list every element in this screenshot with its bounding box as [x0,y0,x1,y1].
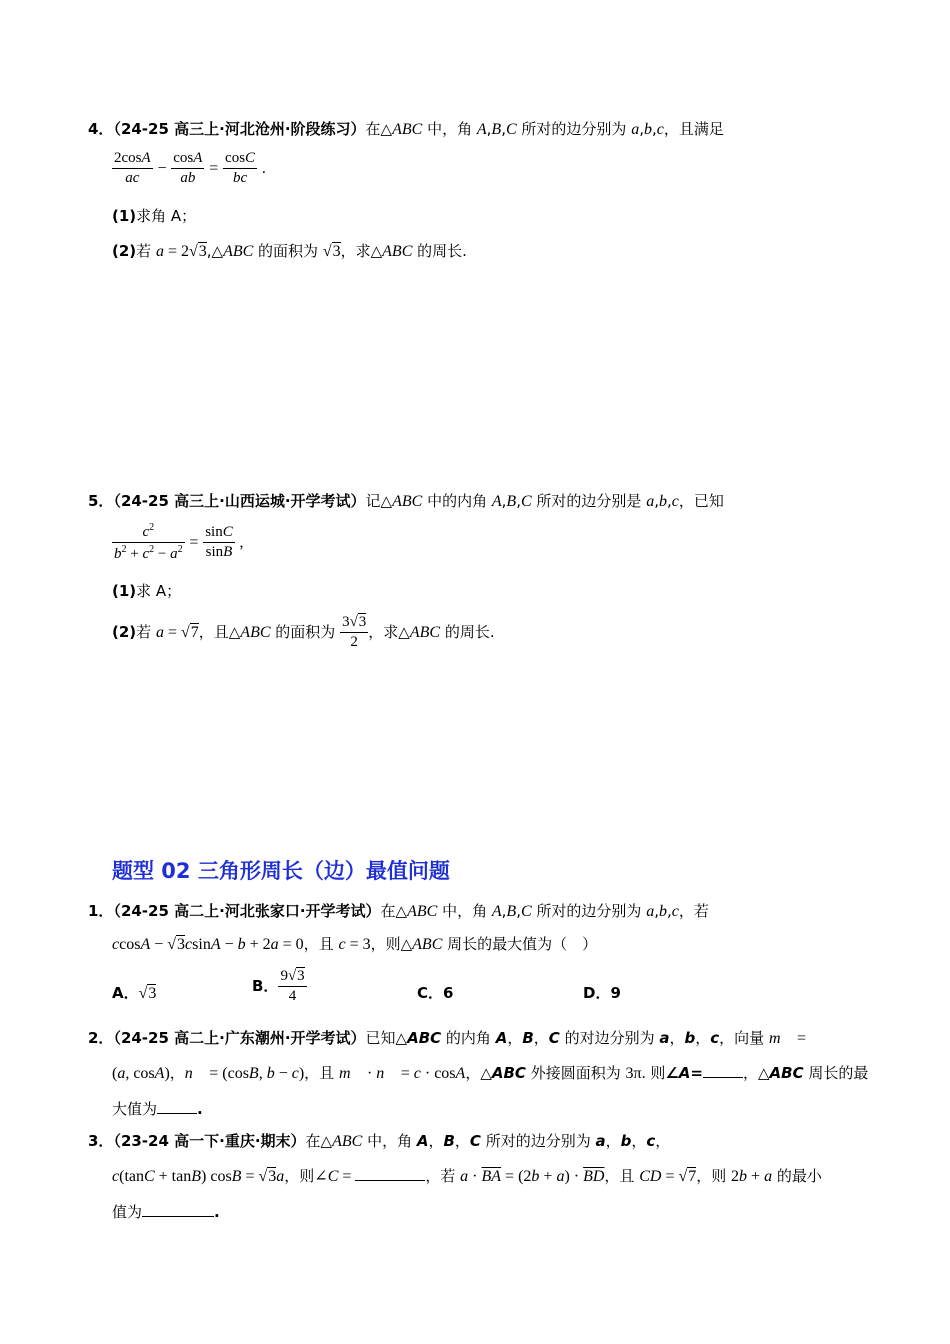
q4-line1: 4．（24-25 高三上·河北沧州·阶段练习）在△ABC 中，角 A,B,C 所对的边分别为 a,b,c，且满足 [88,120,724,138]
h3-number: 3． [88,1132,114,1150]
q5-number: 5． [88,492,114,510]
h1-option-a: A．√3 [112,984,157,1002]
h2-line1: 2．（24-25 高二上·广东潮州·开学考试）已知△ABC 的内角 A，B，C 的对边分别为 a，b，c，向量 m⃗ = [88,1029,806,1047]
section-heading: 题型 02 三角形周长（边）最值问题 [112,859,450,883]
h1-source: （24-25 高二上·河北张家口·开学考试） [113,902,381,920]
q5-part2: (2)若 a = √7，且△ABC 的面积为 $\frac{3√3}{2}$ ，求△ABC 的周长. [112,614,495,650]
h3-line2: c(tanC + tanB) cosB = √3a，则∠C = ，若 $a \cdot \overline{BA} = (2b + a) \cdot \overline{BD}$，且 CD = √7，则 2b + a 的最小 [112,1167,822,1185]
h2-source: （24-25 高二上·广东潮州·开学考试） [113,1029,366,1047]
h2-line2: (a, cosA)，n⃗ = (cosB, b − c)，且 m⃗ · n⃗ = c · cosA，△ABC 外接圆面积为 3π. 则∠A= ，△ABC 周长的最 [112,1064,869,1082]
h3-line3: 值为 . [112,1203,220,1221]
q4-part2: (2)若 a = 2√3,△ABC 的面积为 √3，求△ABC 的周长. [112,242,467,260]
q4-part1: (1)求角 A； [112,207,197,225]
q5-equation: $\frac{c^2}{b^2 + c^2 - a^2}$ = $\frac{\sin C}{\sin B}$ , [114,522,244,562]
q4-source: （24-25 高三上·河北沧州·阶段练习） [113,120,366,138]
q4-number: 4． [88,120,114,138]
h1-condition: ccosA − √3csinA − b + 2a = 0，且 c = 3，则△ABC 周长的最大值为（ ） [112,935,598,953]
q5-part1: (1)求 A； [112,582,182,600]
h1-option-b: B． $\frac{9√3}{4}$ [252,968,305,1004]
q5-line1: 5．（24-25 高三上·山西运城·开学考试）记△ABC 中的内角 A,B,C 所对的边分别是 a,b,c，已知 [88,492,724,510]
h3-source: （23-24 高一下·重庆·期末） [113,1132,306,1150]
q5-source: （24-25 高三上·山西运城·开学考试） [113,492,366,510]
h1-option-c: C．6 [417,984,454,1002]
h3-line1: 3．（23-24 高一下·重庆·期末）在△ABC 中，角 A，B，C 所对的边分别为 a，b，c， [88,1132,671,1150]
h2-line3: 大值为 . [112,1100,203,1118]
h2-number: 2． [88,1029,114,1047]
h1-line1: 1．（24-25 高二上·河北张家口·开学考试）在△ABC 中，角 A,B,C 所对的边分别为 a,b,c，若 [88,902,709,920]
h1-number: 1． [88,902,114,920]
h1-option-d: D．9 [583,984,621,1002]
q4-equation: $\frac{2\cos A}{ac}$ − $\frac{\cos A}{ab}$ = $\frac{\cos C}{bc}$ . [114,150,266,186]
